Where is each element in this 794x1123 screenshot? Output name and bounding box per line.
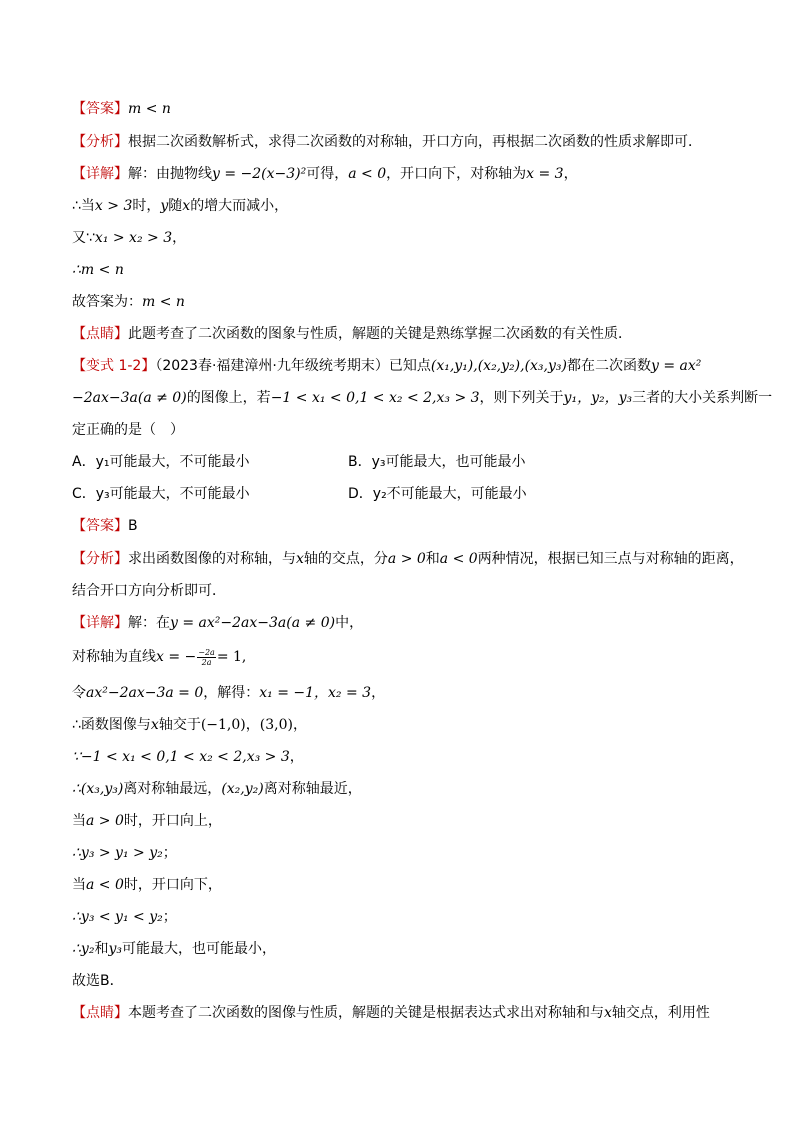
math: ax²−2ax−3a = 0	[86, 685, 204, 701]
q2-step-line	[72, 747, 304, 767]
answer-tag: 【答案】	[72, 101, 128, 117]
text: （2023春·福建漳州·九年级统考期末）已知点	[155, 358, 431, 374]
option-c: C．y₃可能最大，不可能最小	[72, 486, 250, 502]
text: 轴的交点，分	[303, 551, 388, 567]
text: 时，开口向下，	[123, 877, 222, 893]
q2-step-line	[72, 843, 177, 863]
math: ∴(x₃,y₃)	[72, 781, 124, 797]
text: ，开口向下，对称轴为	[386, 166, 527, 182]
analysis-tag: 【分析】	[72, 134, 128, 150]
comment-tag: 【点睛】	[72, 326, 128, 342]
text: 的图像上，若	[186, 390, 271, 406]
q2-analysis-line	[72, 549, 744, 569]
math: y = ax²−2ax−3a(a ≠ 0)	[170, 615, 336, 631]
text: 令	[72, 685, 86, 701]
text: 时，	[132, 198, 161, 214]
text: 可得，	[306, 166, 349, 182]
math: ∵−1 < x₁ < 0,1 < x₂ < 2,x₃ > 3	[72, 749, 290, 765]
comment-text: 此题考查了二次函数的图象与性质，解题的关键是熟练掌握二次函数的有关性质．	[128, 326, 632, 342]
text: ，	[292, 717, 307, 733]
q1-comment-line	[72, 324, 632, 344]
text: ，	[289, 749, 304, 765]
text: ∴当	[72, 198, 95, 214]
math: y = −2(x−3)²	[212, 166, 307, 182]
q2-step-line	[72, 683, 385, 703]
q2-step-line	[72, 811, 222, 831]
q2-detail-line	[72, 613, 363, 633]
text: ；	[162, 845, 177, 861]
q2-step-line	[72, 939, 276, 959]
text: ；	[162, 909, 177, 925]
math: ∴y₃ > y₁ > y₂	[72, 845, 163, 861]
math: −1 < x₁ < 0,1 < x₂ < 2,x₃ > 3	[270, 390, 480, 406]
text: 对称轴为直线	[72, 649, 156, 665]
math: (x₂,y₂)	[221, 781, 264, 797]
math: x	[182, 198, 191, 214]
analysis-tag: 【分析】	[72, 551, 128, 567]
math: = 1,	[216, 649, 247, 665]
detail-tag: 【详解】	[72, 615, 128, 631]
math: y₃	[108, 941, 122, 957]
q2-analysis-line: 结合开口方向分析即可．	[72, 583, 226, 599]
text: ，	[172, 230, 187, 246]
q2-step-line	[72, 647, 246, 667]
math: x > 3	[94, 198, 133, 214]
option-a: A．y₁可能最大，不可能最小	[72, 454, 250, 470]
text: 和	[94, 941, 109, 957]
denominator: 2a	[201, 657, 212, 667]
q2-stem-line: 定正确的是（ ）	[72, 422, 184, 438]
variant-tag: 【变式 1-2】	[72, 358, 156, 374]
analysis-text: 根据二次函数解析式，求得二次函数的对称轴，开口方向，再根据二次函数的性质求解即可．	[128, 134, 702, 150]
q1-step-line	[72, 196, 288, 216]
q2-step-line	[72, 875, 222, 895]
q1-analysis-line	[72, 132, 702, 152]
q2-stem-line	[72, 356, 701, 376]
q1-conclusion-line	[72, 292, 185, 312]
math: a < 0	[86, 877, 124, 893]
q1-answer-line	[72, 99, 171, 119]
math: x	[296, 551, 304, 567]
answer-value: B	[128, 518, 138, 534]
math: x	[150, 717, 159, 733]
math: x₁ = −1，x₂ = 3	[259, 685, 372, 701]
text: ，	[371, 685, 386, 701]
q2-step-line	[72, 715, 307, 735]
text: 都在二次函数	[566, 358, 651, 374]
math: a < 0	[439, 551, 478, 567]
text: 轴交于	[158, 717, 201, 733]
q1-step-line: ∴m < n	[72, 262, 124, 278]
fraction	[197, 648, 216, 667]
text: 离对称轴最近，	[263, 781, 362, 797]
q2-stem-line	[72, 388, 772, 408]
math: a < 0	[348, 166, 387, 182]
math: y = ax²	[650, 358, 702, 374]
text: 求出函数图像的对称轴，与	[128, 551, 296, 567]
math: x₁ > x₂ > 3	[94, 230, 173, 246]
text: ，	[563, 166, 578, 182]
text: 随	[168, 198, 183, 214]
text: 两种情况，根据已知三点与对称轴的距离，	[477, 551, 744, 567]
text: 三者的大小关系判断一	[632, 390, 773, 406]
math: a > 0	[86, 813, 124, 829]
text: 的增大而减小，	[190, 198, 289, 214]
math: m < n	[142, 294, 185, 310]
text: 当	[72, 877, 86, 893]
math: y	[160, 198, 169, 214]
option-d: D．y₂不可能最大，可能最小	[348, 486, 527, 502]
math: ∴y₂	[72, 941, 95, 957]
math: (−1,0)，(3,0)	[200, 717, 293, 733]
text: ∴函数图像与	[72, 717, 151, 733]
text: 当	[72, 813, 86, 829]
math: y₁，y₂，y₃	[563, 390, 633, 406]
q2-conclusion-line: 故选B．	[72, 973, 124, 989]
numerator: −2a	[198, 647, 215, 657]
math: x = 3	[526, 166, 564, 182]
text: ，解得：	[203, 685, 260, 701]
text: 离对称轴最远，	[123, 781, 222, 797]
math: (x₁,y₁),(x₂,y₂),(x₃,y₃)	[430, 358, 567, 374]
detail-tag: 【详解】	[72, 166, 128, 182]
text: 解：在	[128, 615, 170, 631]
text: 本题考查了二次函数的图像与性质，解题的关键是根据表达式求出对称轴和与	[128, 1005, 604, 1021]
math: x = −	[156, 649, 197, 665]
math: −2ax−3a(a ≠ 0)	[72, 390, 187, 406]
text: 可能最大，也可能最小，	[121, 941, 276, 957]
text: 又∵	[72, 230, 95, 246]
comment-tag: 【点睛】	[72, 1005, 128, 1021]
q2-step-line	[72, 779, 362, 799]
math: ∴y₃ < y₁ < y₂	[72, 909, 163, 925]
math: x	[604, 1005, 612, 1021]
text: 故答案为：	[72, 294, 142, 310]
q2-step-line	[72, 907, 177, 927]
text: 解：由抛物线	[128, 166, 212, 182]
answer-tag: 【答案】	[72, 518, 128, 534]
option-b: B．y₃可能最大，也可能最小	[348, 454, 526, 470]
text: ，则下列关于	[479, 390, 564, 406]
text: 和	[425, 551, 440, 567]
text: 中，	[335, 615, 364, 631]
text: 轴交点，利用性	[611, 1005, 710, 1021]
q2-comment-line	[72, 1003, 710, 1023]
text: 时，开口向上，	[123, 813, 222, 829]
q1-detail-line	[72, 164, 578, 184]
q1-step-line	[72, 228, 186, 248]
answer-value: m < n	[128, 101, 171, 117]
q2-answer-line	[72, 516, 138, 536]
math: a > 0	[387, 551, 426, 567]
